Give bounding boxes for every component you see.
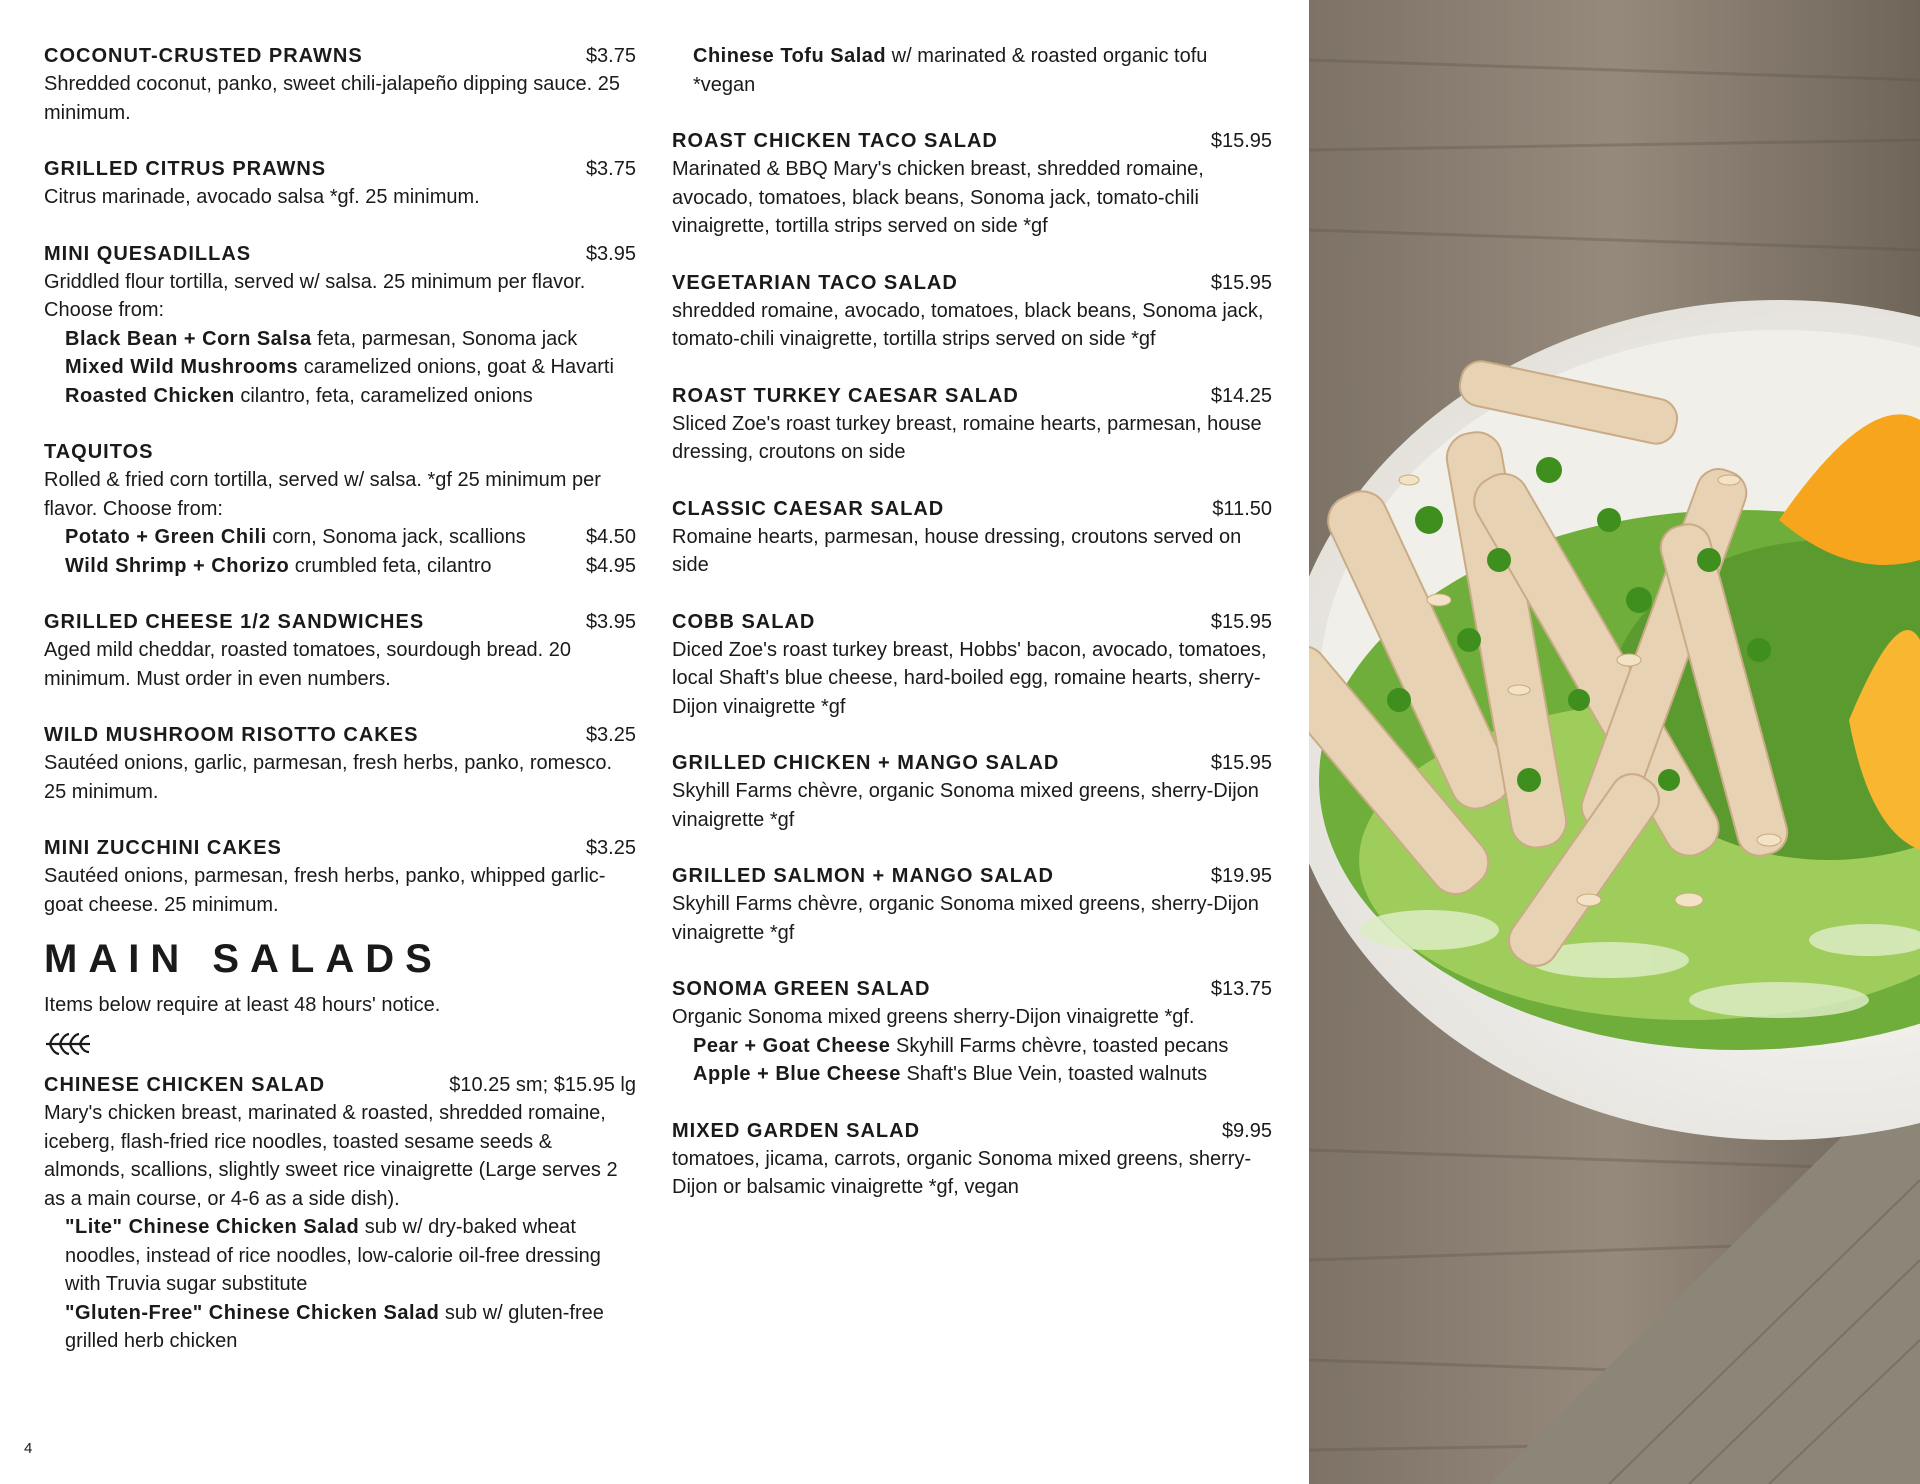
menu-item [44,240,636,411]
item-description: Romaine hearts, parmesan, house dressing, croutons served on side [672,525,1242,576]
menu-item [672,382,1272,467]
option-description: caramelized onions, goat & Havarti [298,356,614,378]
menu-item [44,608,636,693]
item-option [672,1032,1272,1061]
item-price: $15.95 [1210,610,1272,633]
item-name: SONOMA GREEN SALAD [672,978,931,1000]
item-option [44,325,636,354]
item-option [44,1213,636,1299]
salad-bowl-photo [1309,0,1920,1484]
item-option [672,1060,1272,1089]
item-price: $13.75 [1210,978,1272,1000]
menu-item [672,862,1272,947]
item-price: $3.25 [585,724,636,746]
option-name: Black Bean + Corn Salsa [65,327,312,350]
item-name: GRILLED CHEESE 1/2 SANDWICHES [44,611,425,633]
menu-item [672,495,1272,580]
option-description: crumbled feta, cilantro [289,554,492,577]
item-price: $10.25 sm; $15.95 lg [449,1074,636,1096]
item-option [44,382,636,411]
option-name: Wild Shrimp + Chorizo [65,554,290,577]
page-number: 4 [24,1440,33,1457]
menu-item [44,721,636,806]
menu-item [44,155,636,212]
item-option [44,523,636,552]
item-description: Marinated & BBQ Mary's chicken breast, shredded romaine, avocado, tomatoes, black beans, Sonoma jack, tomato-chili vinaigrette, tortilla strips served on side *gf [672,158,1204,237]
item-price: $14.25 [1210,384,1272,407]
menu-item [672,975,1272,1089]
option-name: "Lite" Chinese Chicken Salad [65,1216,360,1238]
item-description: shredded romaine, avocado, tomatoes, black beans, Sonoma jack, tomato-chili vinaigrette, tortilla strips served on side *gf [672,299,1264,350]
menu-item [672,269,1272,354]
option-description: sub w/ gluten-free grilled herb chicken [65,1301,604,1352]
option-description: feta, parmesan, Sonoma jack [311,327,578,350]
item-description: Griddled flour tortilla, served w/ salsa. 25 minimum per flavor. Choose from: [44,270,586,321]
section-note: Items below require at least 48 hours' notice. [44,994,441,1016]
item-name: COCONUT-CRUSTED PRAWNS [44,45,363,67]
item-name: CHINESE CHICKEN SALAD [44,1074,326,1096]
menu-item [672,608,1272,722]
item-price: $9.95 [1221,1119,1272,1142]
item-name: TAQUITOS [44,441,154,463]
menu-column-left [44,42,636,1384]
item-price: $3.75 [585,158,636,180]
item-price: $11.50 [1212,497,1272,520]
item-price: $3.25 [585,837,636,859]
item-option [672,42,1272,99]
menu-item [44,834,636,919]
section-title: MAIN SALADS [44,937,443,981]
item-name: WILD MUSHROOM RISOTTO CAKES [44,724,419,746]
menu-item [44,42,636,127]
item-price: $3.95 [585,242,636,265]
item-price: $15.95 [1210,130,1272,152]
item-name: VEGETARIAN TACO SALAD [672,271,958,294]
option-name: Apple + Blue Cheese [693,1063,901,1085]
option-name: Pear + Goat Cheese [693,1034,891,1057]
item-description: tomatoes, jicama, carrots, organic Sonoma mixed greens, sherry-Dijon or balsamic vinaigrette *gf, vegan [672,1147,1252,1198]
item-description: Mary's chicken breast, marinated & roasted, shredded romaine, iceberg, flash-fried rice noodles, toasted sesame seeds & almonds, scallions, slightly sweet rice vinaigrette (Large serves 2 as a main course, or 4-6 as a side dish). [44,1102,618,1210]
menu-item [672,749,1272,834]
item-name: COBB SALAD [672,610,816,633]
menu-item [44,438,636,580]
item-price: $3.95 [585,611,636,633]
option-name: "Gluten-Free" Chinese Chicken Salad [65,1301,440,1324]
menu-item [44,1071,636,1356]
sprig-icon [44,1031,94,1055]
item-description: Organic Sonoma mixed greens sherry-Dijon vinaigrette *gf. [672,1006,1195,1028]
item-description: Diced Zoe's roast turkey breast, Hobbs' bacon, avocado, tomatoes, local Shaft's blue cheese, hard-boiled egg, romaine hearts, sherry-Dijon vinaigrette *gf [672,638,1267,718]
item-description: Shredded coconut, panko, sweet chili-jalapeño dipping sauce. 25 minimum. [44,73,620,124]
salad-bowl-icon [1309,0,1920,1484]
item-description: Skyhill Farms chèvre, organic Sonoma mixed greens, sherry-Dijon vinaigrette *gf [672,893,1259,944]
item-description: Skyhill Farms chèvre, organic Sonoma mixed greens, sherry-Dijon vinaigrette *gf [672,780,1259,831]
item-name: MIXED GARDEN SALAD [672,1119,921,1142]
item-name: GRILLED CHICKEN + MANGO SALAD [672,752,1060,774]
item-description: Sautéed onions, parmesan, fresh herbs, panko, whipped garlic-goat cheese. 25 minimum. [44,865,606,916]
menu-column-middle [672,42,1272,1230]
item-name: ROAST CHICKEN TACO SALAD [672,130,998,152]
option-description: corn, Sonoma jack, scallions [266,526,526,548]
item-option [44,552,636,581]
option-name: Chinese Tofu Salad [693,45,887,67]
menu-item [672,1117,1272,1202]
option-description: Shaft's Blue Vein, toasted walnuts [900,1063,1208,1085]
item-description: Sliced Zoe's roast turkey breast, romaine hearts, parmesan, house dressing, croutons on side [672,412,1262,463]
option-price: $4.50 [585,526,636,548]
option-price: $4.95 [585,554,636,577]
item-name: MINI QUESADILLAS [44,242,252,265]
item-description: Aged mild cheddar, roasted tomatoes, sourdough bread. 20 minimum. Must order in even numbers. [44,639,572,690]
item-price: $19.95 [1210,865,1272,887]
option-description: w/ marinated & roasted organic tofu *vegan [693,45,1208,96]
option-description: sub w/ dry-baked wheat noodles, instead of rice noodles, low-calorie oil-free dressing with Truvia sugar substitute [65,1216,601,1295]
item-name: GRILLED SALMON + MANGO SALAD [672,865,1054,887]
menu-item [672,127,1272,241]
option-name: Roasted Chicken [65,384,235,407]
item-description: Rolled & fried corn tortilla, served w/ salsa. *gf 25 minimum per flavor. Choose from: [44,469,601,520]
option-description: Skyhill Farms chèvre, toasted pecans [890,1034,1229,1057]
option-name: Mixed Wild Mushrooms [65,356,299,378]
item-description: Citrus marinade, avocado salsa *gf. 25 minimum. [44,186,480,208]
item-price: $15.95 [1210,271,1272,294]
item-price: $15.95 [1210,752,1272,774]
item-name: GRILLED CITRUS PRAWNS [44,158,327,180]
item-description: Sautéed onions, garlic, parmesan, fresh herbs, panko, romesco. 25 minimum. [44,752,613,803]
item-name: CLASSIC CAESAR SALAD [672,497,945,520]
item-price: $3.75 [585,45,636,67]
item-name: MINI ZUCCHINI CAKES [44,837,282,859]
option-description: cilantro, feta, caramelized onions [234,384,533,407]
option-name: Potato + Green Chili [65,526,267,548]
item-option [44,353,636,382]
item-option [44,1299,636,1356]
item-name: ROAST TURKEY CAESAR SALAD [672,384,1019,407]
